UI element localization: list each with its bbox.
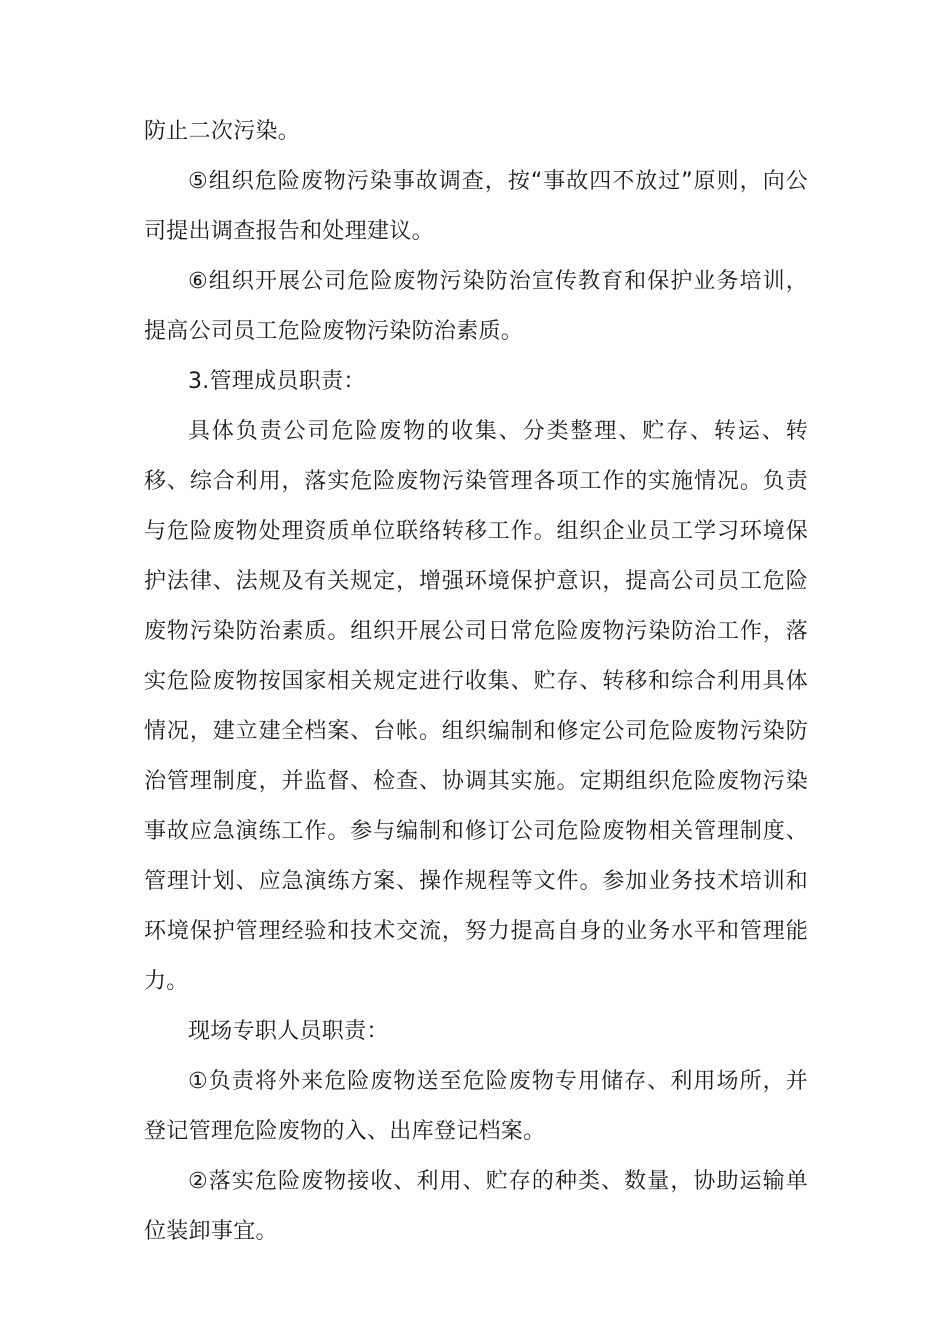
section-heading-management-members: 3.管理成员职责：	[188, 369, 366, 394]
paragraph-management-duties: 具体负责公司危险废物的收集、分类整理、贮存、转运、转移、综合利用，落实危险废物污染管理各项工作的实施情况。负责与危险废物处理资质单位联络转移工作。组织企业员工学习环境保护法律、法规及有关规定，增强环境保护意识，提高公司员工危险废物污染防治素质。组织开展公司日常危险废物污染防治工作，落实危险废物按国家相关规定进行收集、贮存、转移和综合利用具体情况，建立建全档案、台帐。组织编制和修定公司危险废物污染防治管理制度，并监督、检查、协调其实施。定期组织危险废物污染事故应急演练工作。参与编制和修订公司危险废物相关管理制度、管理计划、应急演练方案、操作规程等文件。参加业务技术培训和环境保护管理经验和技术交流，努力提高自身的业务水平和管理能力。	[144, 419, 808, 994]
section-heading-onsite-staff: 现场专职人员职责：	[188, 1019, 389, 1044]
paragraph-continuation: 防止二次污染。	[144, 119, 301, 144]
paragraph-item-5: ⑤组织危险废物污染事故调查，按“事故四不放过”原则，向公司提出调查报告和处理建议。	[144, 169, 808, 244]
paragraph-item-6: ⑥组织开展公司危险废物污染防治宣传教育和保护业务培训，提高公司员工危险废物污染防治素质。	[144, 269, 808, 344]
paragraph-item-1: ①负责将外来危险废物送至危险废物专用储存、利用场所，并登记管理危险废物的入、出库登记档案。	[144, 1069, 808, 1144]
paragraph-item-2: ②落实危险废物接收、利用、贮存的种类、数量，协助运输单位装卸事宜。	[144, 1169, 808, 1244]
document-body	[144, 107, 808, 1257]
